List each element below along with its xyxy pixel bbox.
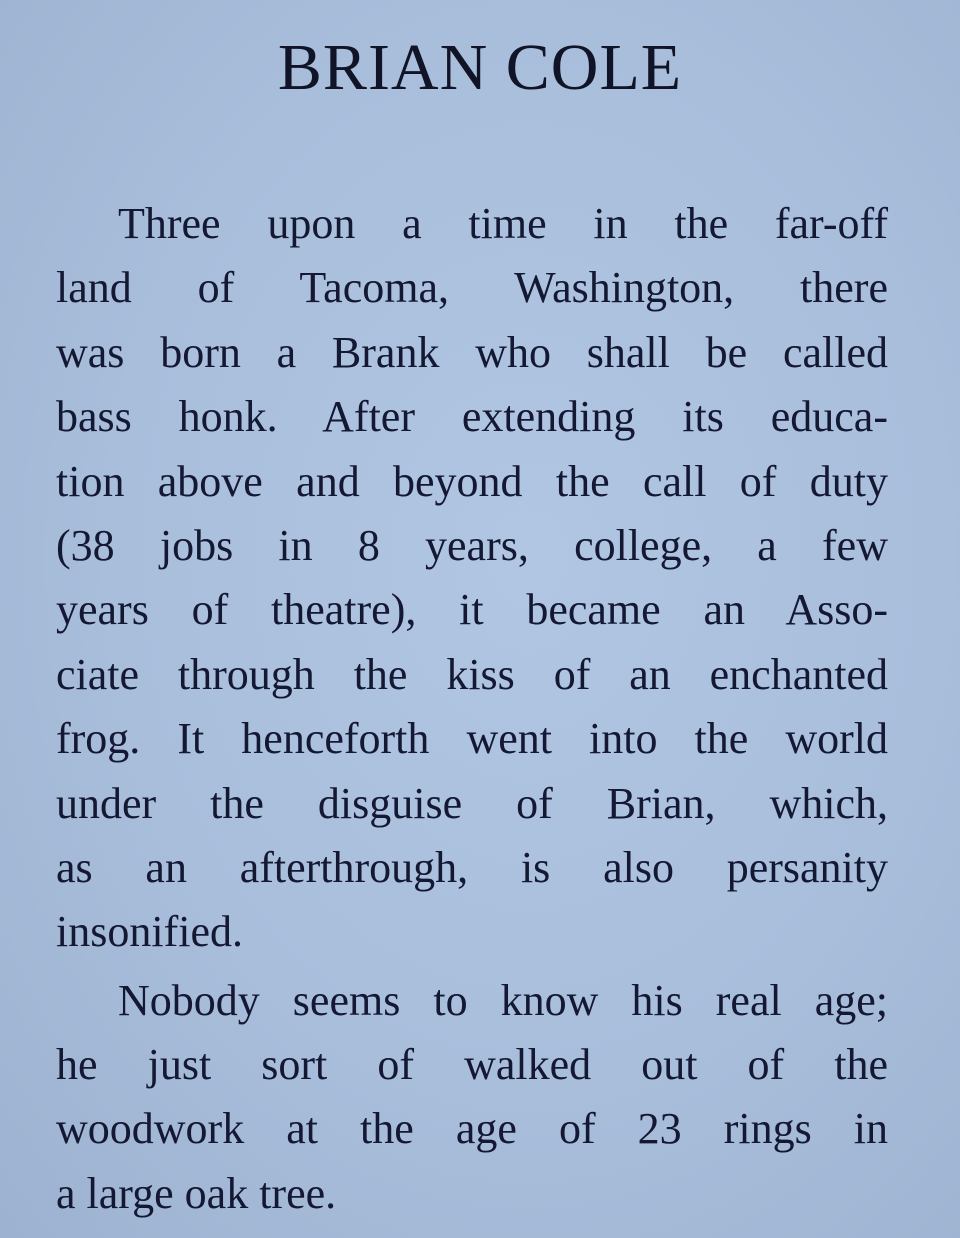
- text-line: woodwork at the age of 23 rings in: [56, 1104, 888, 1154]
- text-line: tion above and beyond the call of duty: [56, 456, 888, 506]
- text-line: a large oak tree.: [56, 1168, 337, 1218]
- text-line: was born a Brank who shall be called: [56, 327, 888, 377]
- text-line: he just sort of walked out of the: [56, 1040, 888, 1090]
- text-line: ciate through the kiss of an enchanted: [56, 649, 888, 699]
- text-line: frog. It henceforth went into the world: [56, 714, 888, 764]
- text-line: years of theatre), it became an Asso-: [56, 585, 888, 635]
- page-title: BRIAN COLE: [277, 31, 683, 104]
- text-line: insonified.: [56, 907, 243, 957]
- text-line: Three upon a time in the far-off: [118, 199, 888, 248]
- paragraph-2: [56, 969, 888, 1227]
- text-line: Nobody seems to know his real age;: [118, 975, 888, 1025]
- text-line: under the disguise of Brian, which,: [56, 778, 888, 828]
- text-line: as an afterthrough, is also persanity: [56, 842, 888, 892]
- text-line: land of Tacoma, Washington, there: [56, 263, 888, 313]
- paragraph-1: [56, 192, 888, 965]
- biography-text: [56, 192, 888, 1226]
- text-line: bass honk. After extending its educa-: [56, 392, 888, 442]
- text-line: (38 jobs in 8 years, college, a few: [56, 520, 888, 570]
